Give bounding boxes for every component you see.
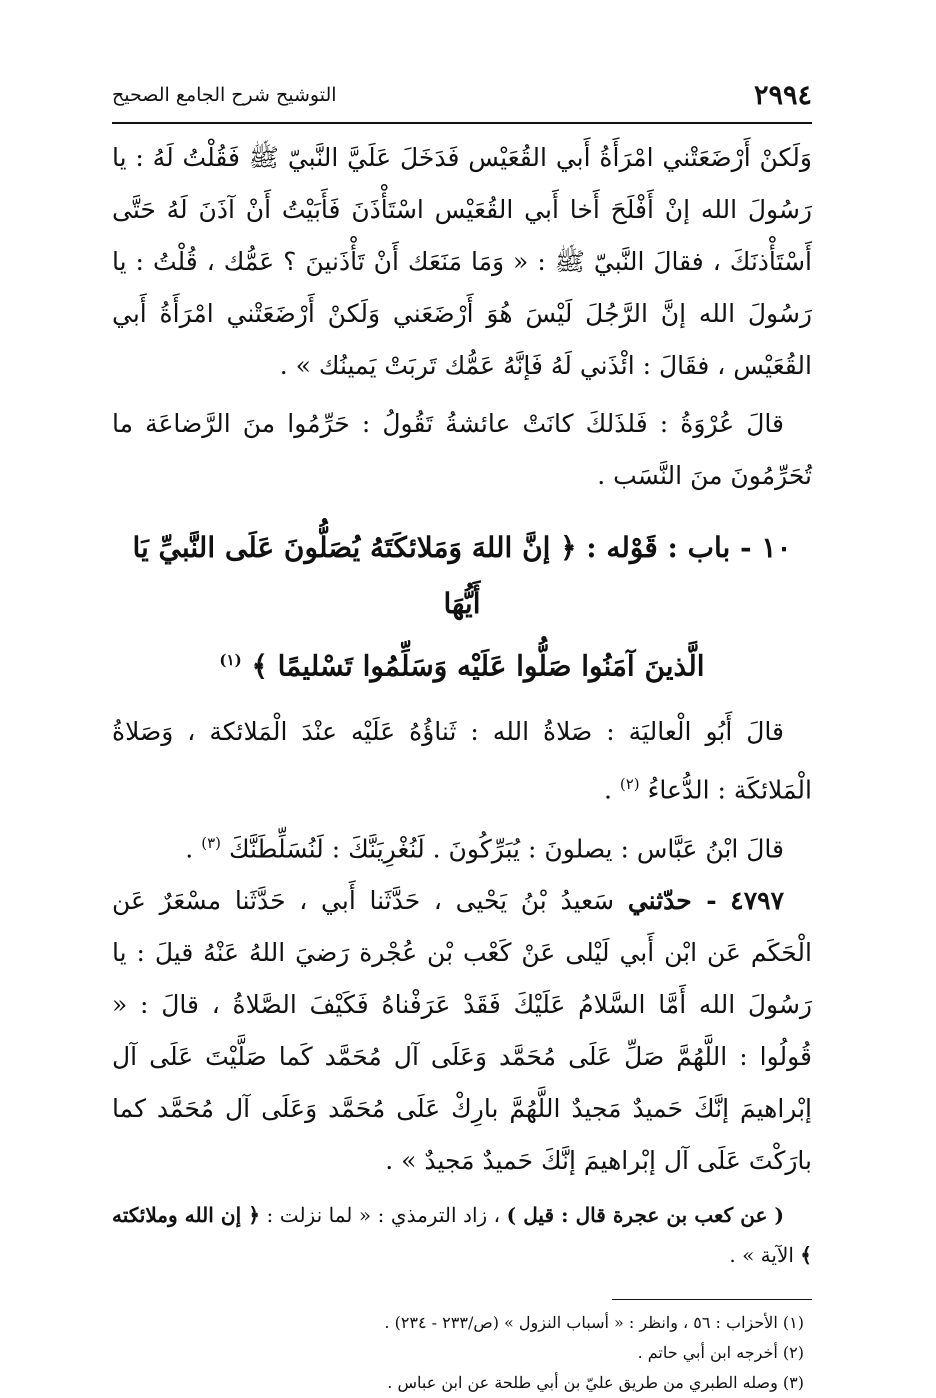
chapter-heading-line-1: ١٠ - باب : قَوْله : ﴿ إنَّ اللهَ وَمَلائكَتَهُ يُصَلُّونَ عَلَى النَّبيِّ يَا أَيُّهَا bbox=[132, 531, 792, 620]
running-header bbox=[112, 78, 812, 124]
footnote-2: (٢) أخرجه ابن أبي حاتم . bbox=[637, 1342, 804, 1362]
commentary-verse: ﴿ إن الله وملائكته ﴾ bbox=[112, 1202, 812, 1267]
chapter-heading-verse-end: الَّذينَ آمَنُوا صَلُّوا عَلَيْه وَسَلِّمُوا تَسْليمًا ﴾ bbox=[251, 649, 705, 683]
footnote-separator bbox=[612, 1299, 812, 1300]
main-text bbox=[112, 132, 812, 1275]
commentary-bold-phrase: ( عن كعب بن عجرة قال : قيل ) bbox=[506, 1202, 785, 1227]
footnote-mark-3: (٣) bbox=[201, 833, 221, 852]
page-number: ٢٩٩٤ bbox=[753, 80, 812, 111]
hadith-number: ٤٧٩٧ bbox=[730, 885, 785, 915]
footnote-mark-1: (١) bbox=[219, 651, 242, 669]
footnote-mark-2: (٢) bbox=[619, 775, 640, 794]
footnote-3: (٣) وصله الطبري من طريق عليّ بن أبي طلحة عن ابن عباس . bbox=[387, 1372, 804, 1392]
hadith-continuation: وَلَكنْ أَرْضَعَتْني امْرَأَةُ أَبي القُعَيْس فَدَخَلَ عَلَيَّ النَّبيّ ﷺ فَقُلْتُ لَهُ : يا رَسُولَ الله إنْ أَفْلَحَ أَخا أَبي القُعَيْس اسْتَأْذَنَ فَأَبَيْتُ أَنْ آذَنَ لَهُ حَتَّى أَسْتَأْذنَكَ ، فقالَ النَّبيّ ﷺ : « وَمَا مَنَعَك أَنْ تَأْذَنينَ ؟ عَمُّك ، قُلْتُ : يا رَسُولَ الله إنَّ الرَّجُلَ لَيْسَ هُوَ أَرْضَعَني وَلَكنْ أَرْضَعَتْني امْرَأَةُ أَبي القُعَيْس ، فقَالَ : ائْذَني لَهُ فَإنَّهُ عَمُّك تَربَتْ يَمينُك » . bbox=[112, 143, 812, 380]
document-page bbox=[112, 78, 812, 1398]
commentary-text: ، زاد الترمذي : « لما نزلت : bbox=[266, 1202, 501, 1227]
urwa-statement: قالَ عُرْوَةُ : فَلذَلكَ كانَتْ عائشةُ تَقُولُ : حَرِّمُوا منَ الرَّضاعَة ما تُحَرِّمُونَ منَ النَّسَب . bbox=[112, 409, 812, 490]
chapter-heading-line-2 bbox=[112, 632, 812, 694]
abu-aliya-quote: قالَ أَبُو الْعاليَة : صَلاةُ الله : ثَناؤُهُ عَلَيْه عنْدَ الْمَلائكة ، وَصَلاةُ الْمَلائكَة : الدُّعاءُ $^{(٢)}$ . bbox=[112, 717, 812, 805]
ibn-abbas-quote: قالَ ابْنُ عَبَّاس : يصلونَ : يُبَرِّكُونَ . لَنُغْرِيَنَّكَ : لَنُسَلِّطَنَّكَ $^{(٣)}$ . bbox=[185, 833, 784, 863]
running-title: التوشيح شرح الجامع الصحيح bbox=[112, 84, 337, 106]
footnotes bbox=[112, 1308, 812, 1398]
chapter-heading bbox=[112, 520, 812, 694]
commentary bbox=[112, 1195, 812, 1275]
abu-aliya-text: قالَ أَبُو الْعاليَة : صَلاةُ الله : ثَناؤُهُ عَلَيْه عنْدَ الْمَلائكة ، وَصَلاةُ الْمَلائكَة : الدُّعاءُ bbox=[112, 717, 812, 805]
hadith-4797 bbox=[112, 875, 812, 1187]
ibn-abbas-text: قالَ ابْنُ عَبَّاس : يصلونَ : يُبَرِّكُونَ . لَنُغْرِيَنَّكَ : لَنُسَلِّطَنَّكَ bbox=[228, 833, 784, 863]
hadith-text: سَعيدُ بْنُ يَحْيى ، حَدَّثَنا أَبي ، حَدَّثَنا مسْعَرٌ عَن الْحَكَم عَن ابْن أَبي لَيْلى عَنْ كَعْب بْن عُجْرة رَضيَ اللهُ عَنْهُ قيلَ : يا رَسُولَ الله أَمَّا السَّلامُ عَلَيْكَ فَقَدْ عَرَفْناهُ فَكَيْفَ الصَّلاةُ ، قالَ : « قُولُوا : اللَّهُمَّ صَلِّ عَلَى مُحَمَّد وَعَلَى آل مُحَمَّد كَما صَلَّيْتَ عَلَى آل إبْراهيمَ إنَّكَ حَميدٌ مَجيدٌ اللَّهُمَّ بارِكْ عَلَى مُحَمَّد وَعَلَى آل مُحَمَّد كما بارَكْتَ عَلَى آل إبْراهيمَ إنَّكَ حَميدٌ مَجيدٌ » . bbox=[112, 885, 812, 1175]
footnote-1: (١) الأحزاب : ٥٦ ، وانظر : « أسباب النزول » (ص/٢٣٣ - ٢٣٤) . bbox=[384, 1312, 804, 1332]
commentary-end: الآية » . bbox=[729, 1242, 794, 1267]
hadith-lead: - حدّثني bbox=[627, 885, 717, 915]
